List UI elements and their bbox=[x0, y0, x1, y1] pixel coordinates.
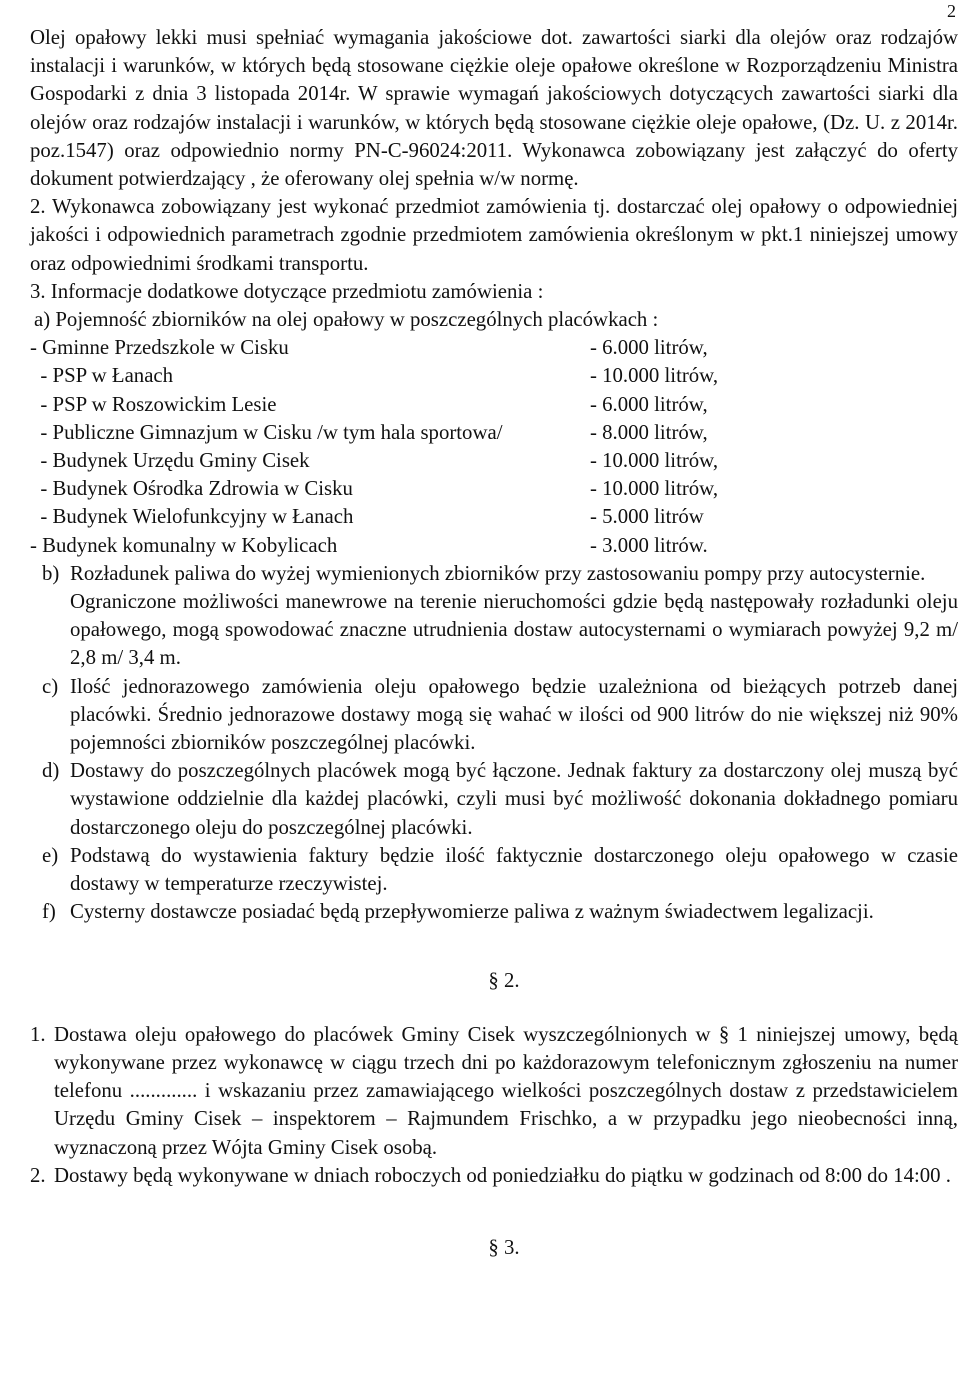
tank-row bbox=[30, 447, 790, 475]
tank-capacity: - 10.000 litrów, bbox=[590, 449, 719, 473]
tank-place: - Gminne Przedszkole w Cisku bbox=[30, 336, 289, 360]
tank-row bbox=[30, 334, 790, 362]
s2-item-text: Dostawa oleju opałowego do placówek Gminy Cisek wyszczególnionych w § 1 niniejszej umowy, będą wykonywane przez wykonawcę w ciągu trzech dni po każdorazowym telefonicznym zgłoszeniu na numer telefonu ............. i wskazaniu przez zamawiającego wielkości poszczególnych dostaw z przedstawicielem Urzędu Gminy Cisek – inspektorem – Rajmundem Frischko, a w przypadku jego nieobecności inną, wyznaczoną przez Wójta Gminy Cisek osobą. bbox=[54, 1022, 958, 1159]
sub-e-text: Podstawą do wystawienia faktury będzie ilość faktycznie dostarczonego oleju opałowego w czasie dostawy w temperaturze rzeczywistej. bbox=[70, 843, 958, 896]
tank-capacity: - 10.000 litrów, bbox=[590, 477, 719, 501]
s2-item bbox=[30, 1162, 958, 1190]
item-2-paragraph: 2. Wykonawca zobowiązany jest wykonać przedmiot zamówienia tj. dostarczać olej opałowy o odpowiedniej jakości i odpowiednich parametrach zgodnie przedmiotem zamówienia określonym w pkt.1 niniejszej umowy oraz odpowiednimi środkami transportu. bbox=[30, 195, 958, 275]
sub-c-text: Ilość jednorazowego zamówienia oleju opałowego będzie uzależniona od bieżących potrzeb danej placówki. Średnio jednorazowe dostawy mogą się wahać w ilości od 900 litrów do nie większej niż 90% pojemności zbiorników poszczególnej placówki. bbox=[70, 674, 958, 755]
tank-capacity: - 8.000 litrów, bbox=[590, 420, 708, 444]
tank-place: - PSP w Łanach bbox=[30, 364, 174, 388]
page-number: 2 bbox=[947, 1, 956, 21]
tank-row bbox=[30, 391, 790, 419]
item-3-heading: 3. Informacje dodatkowe dotyczące przedmiotu zamówienia : bbox=[30, 279, 544, 303]
s2-item-label: 1. bbox=[30, 1022, 46, 1046]
section-2-heading: § 2. bbox=[488, 968, 520, 992]
sub-d-paragraph bbox=[30, 757, 958, 842]
tank-row bbox=[30, 532, 790, 560]
sub-b-text: Rozładunek paliwa do wyżej wymienionych zbiorników przy zastosowaniu pompy przy autocysternie. bbox=[70, 561, 926, 585]
tank-row bbox=[30, 362, 790, 390]
tank-place: - Budynek Urzędu Gminy Cisek bbox=[30, 449, 310, 473]
s2-item-text: Dostawy będą wykonywane w dniach roboczych od poniedziałku do piątku w godzinach od 8:00 do 14:00 . bbox=[54, 1163, 951, 1187]
tank-capacity: - 6.000 litrów, bbox=[590, 392, 708, 416]
sub-a-heading: a) Pojemność zbiorników na olej opałowy w poszczególnych placówkach : bbox=[34, 308, 659, 332]
tank-row bbox=[30, 503, 790, 531]
tank-row bbox=[30, 419, 790, 447]
sub-b-extra-text: Ograniczone możliwości manewrowe na terenie nieruchomości gdzie będą następowały rozładunki oleju opałowego, mogą spowodować znaczne utrudnienia dostaw autocysternami o wymiarach powyżej 9,2 m/ 2,8 m/ 3,4 m. bbox=[70, 590, 958, 670]
tank-capacity: - 6.000 litrów, bbox=[590, 336, 708, 360]
sub-e-label: e) bbox=[42, 843, 59, 867]
sub-f-text: Cysterny dostawcze posiadać będą przepływomierze paliwa z ważnym świadectwem legalizacji. bbox=[70, 900, 874, 924]
intro-paragraph: Olej opałowy lekki musi spełniać wymagania jakościowe dot. zawartości siarki dla olejów oraz rodzajów instalacji i warunków, w których będą stosowane ciężkie oleje opałowe określone w Rozporządzeniu Ministra Gospodarki z dnia 3 listopada 2014r. W sprawie wymagań jakościowych dotyczących zawartości siarki dla olejów oraz rodzajów instalacji i warunków, w których będą stosowane ciężkie oleje opałowe, (Dz. U. z 2014r. poz.1547) oraz odpowiednio normy PN-C-96024:2011. Wykonawca zobowiązany jest załączyć do oferty dokument potwierdzający , że oferowany olej spełnia w/w normę. bbox=[30, 26, 958, 191]
sub-e-paragraph bbox=[30, 842, 958, 898]
sub-b-extra-paragraph bbox=[30, 588, 958, 673]
sub-c-paragraph bbox=[30, 673, 958, 758]
sub-f-label: f) bbox=[42, 900, 56, 924]
tank-capacity: - 5.000 litrów bbox=[590, 505, 704, 529]
tank-place: - Budynek komunalny w Kobylicach bbox=[30, 533, 338, 557]
s2-item-label: 2. bbox=[30, 1163, 46, 1187]
s2-item bbox=[30, 1021, 958, 1162]
tank-place: - Publiczne Gimnazjum w Cisku /w tym hala sportowa/ bbox=[30, 420, 503, 444]
tank-place: - Budynek Ośrodka Zdrowia w Cisku bbox=[30, 477, 353, 501]
tank-capacity: - 10.000 litrów, bbox=[590, 364, 719, 388]
tank-capacity: - 3.000 litrów. bbox=[590, 533, 708, 557]
sub-d-text: Dostawy do poszczególnych placówek mogą być łączone. Jednak faktury za dostarczony olej muszą być wystawione oddzielnie dla każdej placówki, czyli musi być możliwość dokonania dokładnego pomiaru dostarczonego oleju do poszczególnej placówki. bbox=[70, 759, 958, 839]
sub-b-paragraph bbox=[30, 560, 958, 588]
tank-place: - Budynek Wielofunkcyjny w Łanach bbox=[30, 505, 354, 529]
tank-row bbox=[30, 475, 790, 503]
tank-place: - PSP w Roszowickim Lesie bbox=[30, 392, 277, 416]
sub-b-label: b) bbox=[42, 561, 60, 585]
sub-c-label: c) bbox=[42, 674, 59, 698]
tank-capacity-list bbox=[30, 334, 960, 560]
sub-d-label: d) bbox=[42, 759, 60, 783]
sub-f-paragraph bbox=[30, 898, 958, 926]
section-3-heading: § 3. bbox=[488, 1235, 520, 1259]
